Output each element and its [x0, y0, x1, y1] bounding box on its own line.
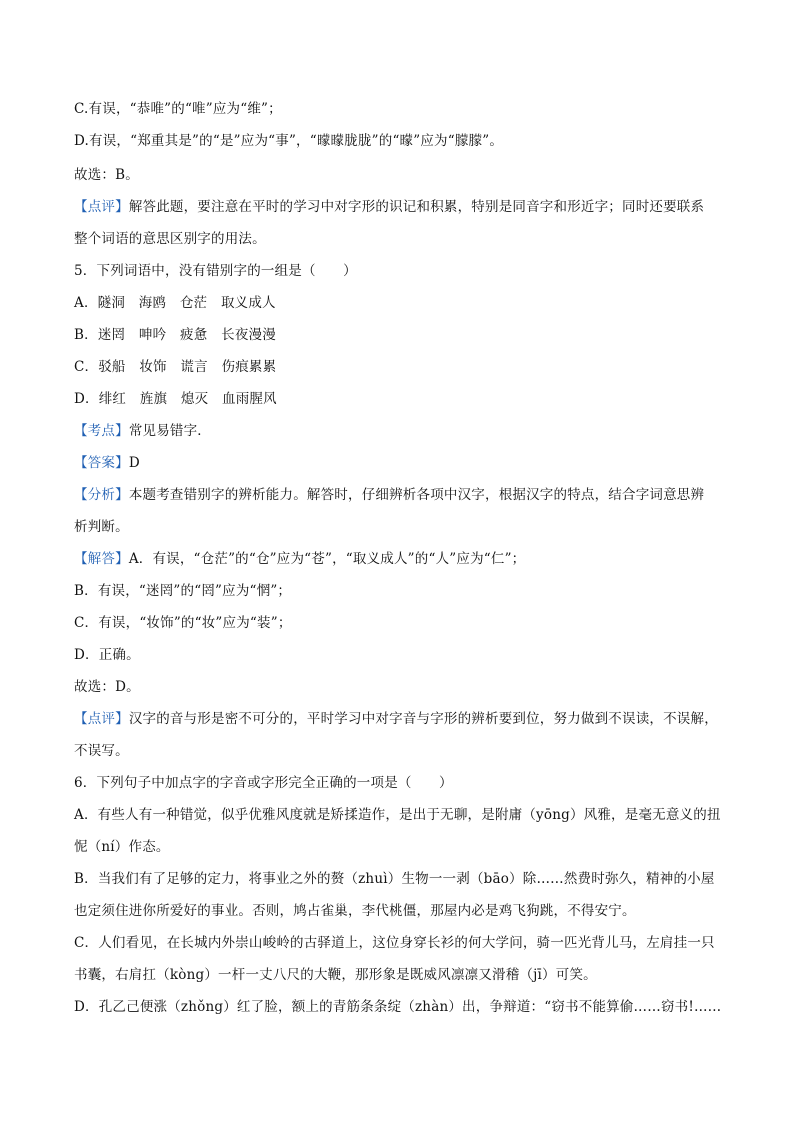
line-text: D．绯红 旌旗 熄灭 血雨腥风	[74, 391, 277, 407]
line-text: B．有误，“迷罔”的“罔”应为“惘”；	[74, 583, 292, 599]
text-line	[74, 582, 291, 600]
line-text: 故选：B。	[74, 167, 139, 183]
text-line	[74, 678, 140, 696]
line-text: C．有误，“妆饰”的“妆”应为“装”；	[74, 615, 292, 631]
option-line	[74, 358, 276, 376]
line-text: C．驳船 妆饰 谎言 伤痕累累	[74, 359, 277, 375]
section-label: 【点评】	[74, 199, 129, 215]
line-text: 不误写。	[74, 743, 129, 759]
line-text: 解答此题，要注意在平时的学习中对字形的识记和积累，特别是同音字和形近字；同时还要联系	[128, 199, 705, 215]
text-line	[74, 902, 636, 920]
text-line	[74, 614, 292, 632]
line-text: A．有误，“仓茫”的“仓”应为“苍”，“取义成人”的“人”应为“仁”；	[128, 551, 526, 567]
line-text: A．隧洞 海鸥 仓茫 取义成人	[74, 295, 276, 311]
option-line	[74, 326, 276, 344]
line-text: 6．下列句子中加点字的字音或字形完全正确的一项是（ ）	[74, 775, 453, 791]
line-text: 析判断。	[74, 519, 129, 535]
question-stem	[74, 774, 453, 792]
commentary-line	[74, 198, 704, 216]
line-text: 故选：D。	[74, 679, 140, 695]
option-line	[74, 998, 721, 1016]
line-text: 书囊，右肩扛（kòng）一杆一丈八尺的大鞭，那形象是既威风凛凛又滑稽（jī）可笑。	[74, 967, 597, 983]
option-line	[74, 934, 715, 952]
line-text: 本题考查错别字的辨析能力。解答时，仔细辨析各项中汉字，根据汉字的特点，结合字词意思辨	[128, 487, 705, 503]
line-text: A．有些人有一种错觉，似乎优雅风度就是矫揉造作，是出于无聊，是附庸（yōng）风雅，是毫无意义的扭	[74, 807, 721, 823]
line-text: D.有误，“郑重其是”的“是”应为“事”，“曚曚胧胧”的“曚”应为“朦朦”。	[74, 133, 504, 149]
option-line	[74, 806, 721, 824]
section-label: 【点评】	[74, 711, 129, 727]
text-line	[74, 132, 503, 150]
text-line	[74, 966, 597, 984]
line-text: 怩（ní）作态。	[74, 839, 170, 855]
answer-line	[74, 454, 140, 472]
line-text: 汉字的音与形是密不可分的，平时学习中对字音与字形的辨析要到位，努力做到不误读，不误解，	[128, 711, 718, 727]
line-text: D．正确。	[74, 647, 140, 663]
line-text: D	[128, 455, 140, 471]
commentary-line	[74, 710, 718, 728]
kaodian-line	[74, 422, 211, 440]
text-line	[74, 166, 139, 184]
option-line	[74, 294, 276, 312]
line-text: 常见易错字．	[128, 423, 212, 439]
question-stem	[74, 262, 357, 280]
section-label: 【分析】	[74, 487, 129, 503]
analysis-line	[74, 486, 704, 504]
text-line	[74, 230, 266, 248]
text-line	[74, 646, 140, 664]
line-text: D．孔乙己便涨（zhǒng）红了脸，额上的青筋条条绽（zhàn）出，争辩道：“窃书不能算偷……窃书!……	[74, 999, 722, 1015]
line-text: 5．下列词语中，没有错别字的一组是（ ）	[74, 263, 357, 279]
line-text: B．迷罔 呻吟 疲惫 长夜漫漫	[74, 327, 276, 343]
line-text: C.有误，“恭唯”的“唯”应为“维”；	[74, 101, 282, 117]
option-line	[74, 870, 715, 888]
option-line	[74, 390, 277, 408]
solution-line	[74, 550, 525, 568]
text-line	[74, 100, 282, 118]
line-text: 也定须住进你所爱好的事业。否则，鸠占雀巢，李代桃僵，那屋内必是鸡飞狗跳，不得安宁。	[74, 903, 636, 919]
line-text: B．当我们有了足够的定力，将事业之外的赘（zhuì）生物一一剥（bāo）除……然费时弥久，精神的小屋	[74, 871, 715, 887]
line-text: C．人们看见，在长城内外崇山峻岭的古驿道上，这位身穿长衫的何大学问，骑一匹光背儿马，左肩挂一只	[74, 935, 715, 951]
text-line	[74, 742, 129, 760]
text-line	[74, 838, 170, 856]
text-line	[74, 518, 129, 536]
section-label: 【答案】	[74, 455, 129, 471]
line-text: 整个词语的意思区别字的用法。	[74, 231, 266, 247]
section-label: 【解答】	[74, 551, 129, 567]
section-label: 【考点】	[74, 423, 129, 439]
